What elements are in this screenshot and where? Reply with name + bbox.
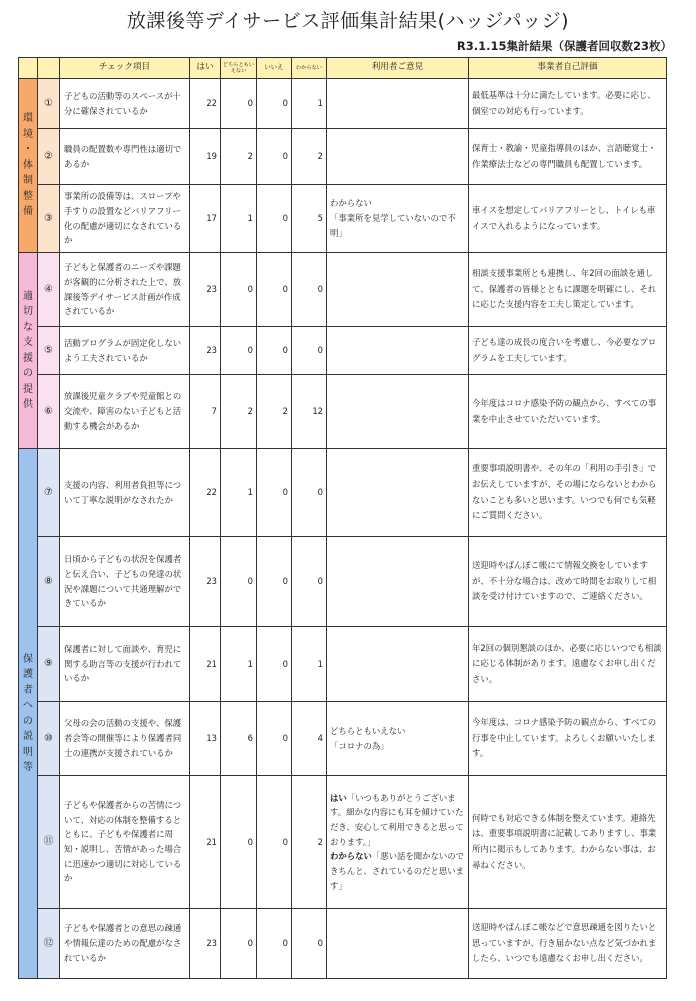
count-unknown: 0: [292, 327, 327, 375]
header-opinion: 利用者ご意見: [327, 58, 469, 79]
row-number: ⑩: [38, 702, 60, 776]
count-no: 0: [257, 776, 292, 909]
row-number: ⑦: [38, 449, 60, 537]
row-number: ⑥: [38, 375, 60, 449]
count-no: 0: [257, 79, 292, 129]
evaluation-table: [18, 57, 667, 979]
count-yes: 21: [190, 627, 221, 702]
count-no: 2: [257, 375, 292, 449]
count-unknown: 0: [292, 253, 327, 327]
row-number: ③: [38, 185, 60, 253]
count-yes: 13: [190, 702, 221, 776]
count-neutral: 2: [221, 375, 257, 449]
self-evaluation: 最低基準は十分に満たしています。必要に応じ、個室での対応も行っています。: [469, 79, 667, 129]
row-number: ④: [38, 253, 60, 327]
page-title: 放課後等デイサービス評価集計結果(ハッジパッジ): [126, 10, 570, 32]
count-yes: 23: [190, 327, 221, 375]
table-row: [19, 79, 667, 129]
count-no: 0: [257, 253, 292, 327]
opinion-label: わからない: [330, 198, 372, 209]
count-yes: 21: [190, 776, 221, 909]
row-number: ①: [38, 79, 60, 129]
table-row: [19, 129, 667, 185]
count-unknown: 0: [292, 537, 327, 627]
header-blank: [19, 58, 38, 79]
category-support: [19, 253, 38, 449]
row-number: ⑨: [38, 627, 60, 702]
count-neutral: 1: [221, 627, 257, 702]
count-yes: 22: [190, 449, 221, 537]
self-evaluation: 今年度は、コロナ感染予防の観点から、すべての行事を中止しています。よろしくお願いいたします。: [469, 702, 667, 776]
count-unknown: 4: [292, 702, 327, 776]
table-row: [19, 702, 667, 776]
self-evaluation: 保育士・教諭・児童指導員のほか、言語聴覚士・作業療法士などの専門職員も配置しています。: [469, 129, 667, 185]
count-unknown: 12: [292, 375, 327, 449]
self-evaluation: 今年度はコロナ感染予防の観点から、すべての事業を中止させていただいています。: [469, 375, 667, 449]
opinion-text: 「悪い話を聞かないのできちんと、されているのだと思います」: [330, 851, 464, 891]
check-item: 職員の配置数や専門性は適切であるか: [60, 129, 190, 185]
self-evaluation: 車イスを想定してバリアフリーとし、トイレも車イスで入れるようになっています。: [469, 185, 667, 253]
count-unknown: 1: [292, 79, 327, 129]
count-yes: 23: [190, 253, 221, 327]
header-no: いいえ: [257, 58, 292, 79]
check-item: 子どもや保護者からの苦情について、対応の体制を整備するとともに、子どもや保護者に周知・説明し、苦情があった場合に迅速かつ適切に対応しているか: [60, 776, 190, 909]
self-evaluation: 送迎時やぱんぽこ帳にて情報交換をしていますが、不十分な場合は、改めて時間をお取りして相談を受け付けていますので、ご連絡ください。: [469, 537, 667, 627]
header-unknown: わからない: [292, 58, 327, 79]
row-number: ⑤: [38, 327, 60, 375]
table-row: [19, 253, 667, 327]
check-item: 事業所の設備等は、スロープや手すりの設置などバリアフリー化の配慮が適切になされているか: [60, 185, 190, 253]
count-no: 0: [257, 185, 292, 253]
count-unknown: 2: [292, 776, 327, 909]
opinion-cell: [327, 776, 469, 909]
opinion-cell: [327, 909, 469, 979]
self-evaluation: 年2回の個別懇談のほか、必要に応じいつでも相談に応じる体制があります。遠慮なくお申し出ください。: [469, 627, 667, 702]
table-row: [19, 449, 667, 537]
opinion-cell: [327, 185, 469, 253]
category-environment: [19, 79, 38, 253]
header-yes: はい: [190, 58, 221, 79]
row-number: ⑪: [38, 776, 60, 909]
header-blank-num: [38, 58, 60, 79]
table-row: [19, 776, 667, 909]
opinion-cell: [327, 375, 469, 449]
count-unknown: 5: [292, 185, 327, 253]
count-yes: 23: [190, 537, 221, 627]
table-row: [19, 537, 667, 627]
count-neutral: 0: [221, 79, 257, 129]
count-neutral: 0: [221, 776, 257, 909]
check-item: 子どもと保護者のニーズや課題が客観的に分析された上で、放課後等デイサービス計画が作成されているか: [60, 253, 190, 327]
table-row: [19, 627, 667, 702]
check-item: 活動プログラムが固定化しないよう工夫されているか: [60, 327, 190, 375]
count-yes: 17: [190, 185, 221, 253]
count-neutral: 0: [221, 253, 257, 327]
check-item: 保護者に対して面談や、育児に関する助言等の支援が行われているか: [60, 627, 190, 702]
opinion-cell: [327, 79, 469, 129]
self-evaluation: 相談支援事業所とも連携し、年2回の面談を通して、保護者の皆様とともに課題を明確にし、それに応じた支援内容を工夫し策定しています。: [469, 253, 667, 327]
opinion-yes-label: はい: [330, 792, 347, 803]
count-yes: 22: [190, 79, 221, 129]
count-neutral: 0: [221, 909, 257, 979]
count-no: 0: [257, 537, 292, 627]
self-evaluation: 子ども達の成長の度合いを考慮し、今必要なプログラムを工夫しています。: [469, 327, 667, 375]
count-no: 0: [257, 449, 292, 537]
check-item: 支援の内容、利用者負担等について丁寧な説明がなされたか: [60, 449, 190, 537]
count-neutral: 1: [221, 185, 257, 253]
page-subtitle: R3.1.15集計結果（保護者回収数23枚）: [456, 39, 672, 53]
check-item: 日頃から子どもの状況を保護者と伝え合い、子どもの発達の状況や課題について共通理解ができているか: [60, 537, 190, 627]
row-number: ②: [38, 129, 60, 185]
opinion-cell: [327, 449, 469, 537]
table-row: [19, 909, 667, 979]
opinion-cell: [327, 327, 469, 375]
check-item: 子どもや保護者との意思の疎通や情報伝達のための配慮がなされているか: [60, 909, 190, 979]
header-check: チェック項目: [60, 58, 190, 79]
category-label: 保 護 者 へ の 説 明 等: [23, 653, 33, 773]
opinion-cell: [327, 537, 469, 627]
opinion-yes-text: 「いつもありがとうございます。細かな内容にも耳を傾けていただき、安心して利用できると思っております。」: [330, 792, 464, 847]
category-label: 適 切 な 支 援 の 提 供: [23, 290, 33, 410]
count-unknown: 1: [292, 627, 327, 702]
count-neutral: 6: [221, 702, 257, 776]
count-no: 0: [257, 627, 292, 702]
category-label: 環 境 ・ 体 制 整 備: [23, 113, 33, 218]
table-row: [19, 375, 667, 449]
self-evaluation: 何時でも対応できる体制を整えています。連絡先は、重要事項説明書に記載してありますし、事業所内に掲示もしてあります。わからない事は、お尋ねください。: [469, 776, 667, 909]
opinion-label: わからない: [330, 851, 372, 862]
count-no: 0: [257, 129, 292, 185]
row-number: ⑫: [38, 909, 60, 979]
header-neutral: どちらともいえない: [221, 58, 257, 79]
opinion-text: 「コロナの為」: [330, 740, 389, 751]
header-eval: 事業者自己評価: [469, 58, 667, 79]
count-neutral: 0: [221, 327, 257, 375]
count-unknown: 2: [292, 129, 327, 185]
check-item: 子どもの活動等のスペースが十分に確保されているか: [60, 79, 190, 129]
count-yes: 19: [190, 129, 221, 185]
opinion-cell: [327, 702, 469, 776]
header-row: [19, 58, 667, 79]
count-yes: 23: [190, 909, 221, 979]
count-unknown: 0: [292, 449, 327, 537]
opinion-text: 「事業所を見学していないので不明」: [330, 213, 456, 238]
opinion-label: どちらともいえない: [330, 725, 406, 736]
count-unknown: 0: [292, 909, 327, 979]
check-item: 放課後児童クラブや児童館との交流や、障害のない子どもと活動する機会があるか: [60, 375, 190, 449]
self-evaluation: 重要事項説明書や、その年の「利用の手引き」でお伝えしていますが、その場にならないとわからないことも多いと思います。いつでも何でも気軽にご質問ください。: [469, 449, 667, 537]
check-item: 父母の会の活動の支援や、保護者会等の開催等により保護者同士の連携が支援されているか: [60, 702, 190, 776]
count-neutral: 2: [221, 129, 257, 185]
count-neutral: 1: [221, 449, 257, 537]
table-row: [19, 185, 667, 253]
count-neutral: 0: [221, 537, 257, 627]
count-no: 0: [257, 327, 292, 375]
opinion-cell: [327, 253, 469, 327]
row-number: ⑧: [38, 537, 60, 627]
count-yes: 7: [190, 375, 221, 449]
category-explanation: [19, 449, 38, 979]
count-no: 0: [257, 909, 292, 979]
opinion-cell: [327, 627, 469, 702]
opinion-cell: [327, 129, 469, 185]
self-evaluation: 送迎時やぱんぽこ帳などで意思疎通を図りたいと思っていますが、行き届かない点など気づかれましたら、いつでも遠慮なくお申し出ください。: [469, 909, 667, 979]
count-no: 0: [257, 702, 292, 776]
table-row: [19, 327, 667, 375]
